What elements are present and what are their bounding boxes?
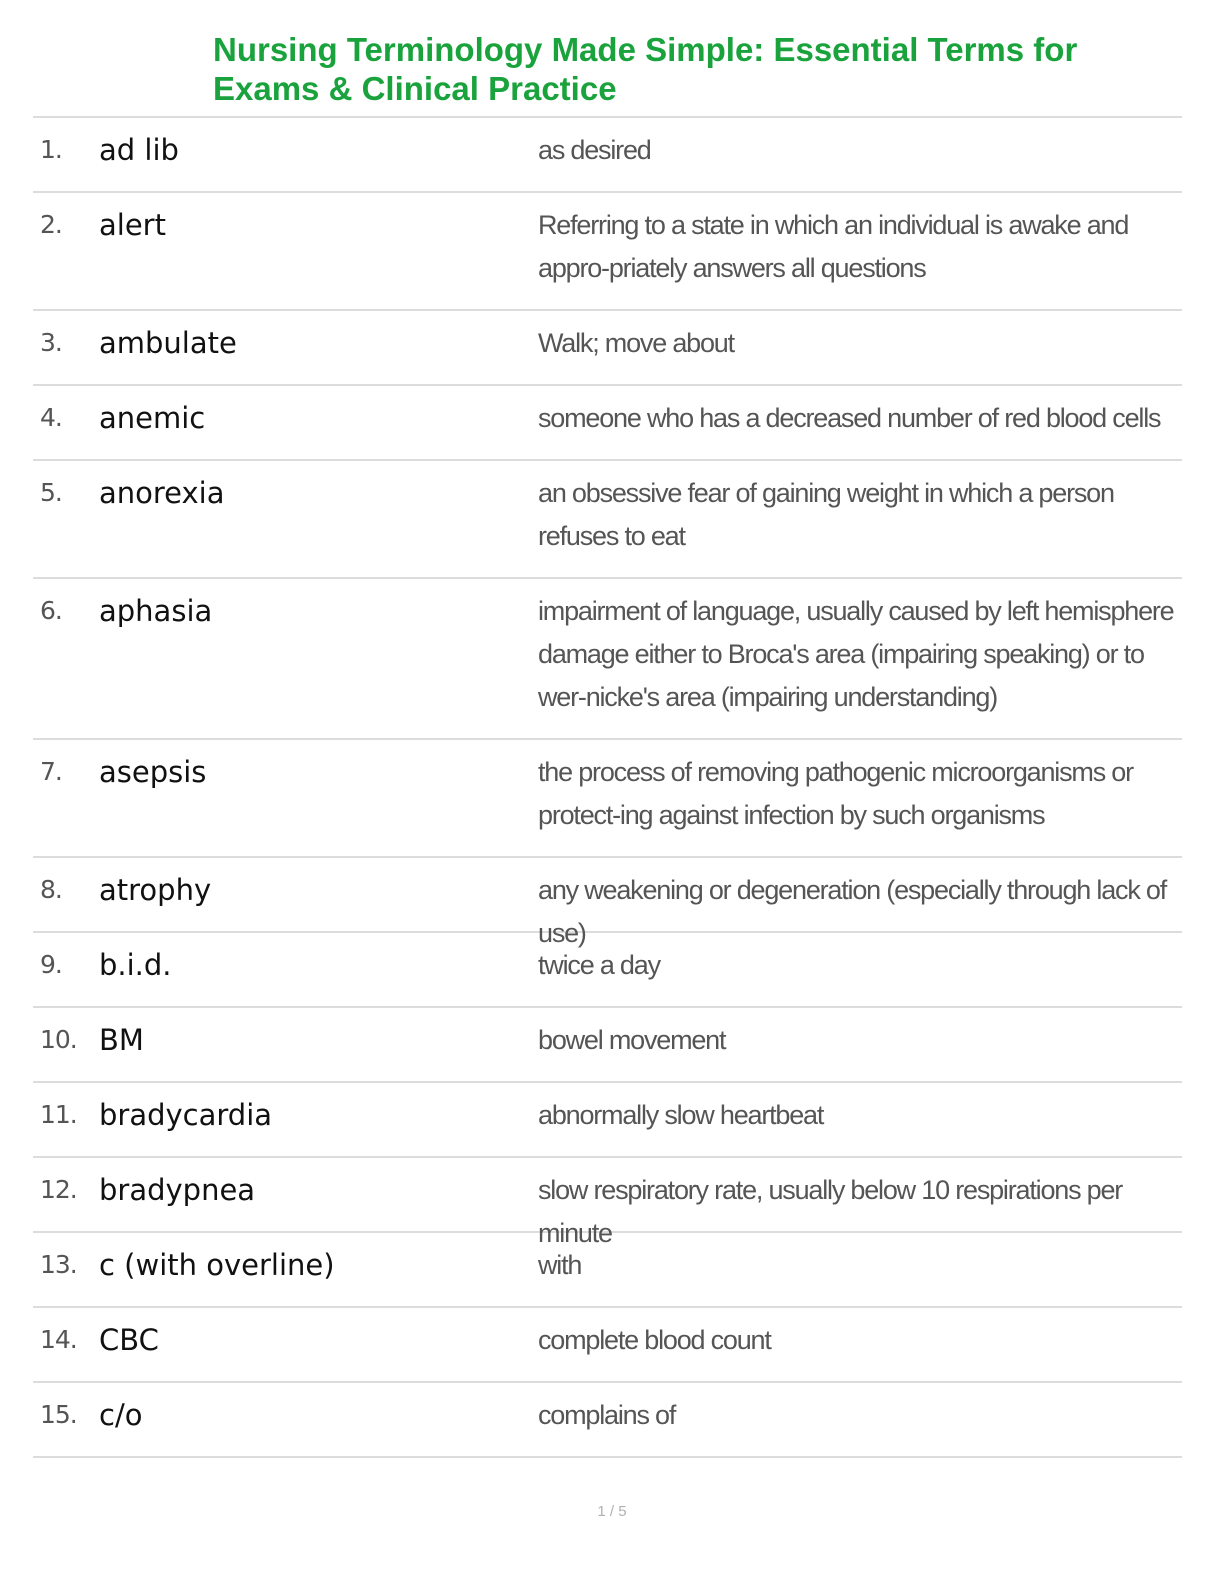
- term-name: atrophy: [99, 873, 212, 907]
- term-definition: bowel movement: [538, 1025, 726, 1055]
- term-definition: Walk; move about: [538, 328, 734, 358]
- term-row: [33, 311, 1182, 386]
- terms-list: [33, 116, 1182, 1458]
- term-row: [33, 461, 1182, 579]
- term-definition: the process of removing pathogenic microorganisms or protect-ing against infection by such organisms: [538, 757, 1133, 830]
- term-number: 12.: [40, 1175, 77, 1204]
- term-name: anorexia: [99, 476, 225, 510]
- term-row: [33, 1233, 1182, 1308]
- term-definition: abnormally slow heartbeat: [538, 1100, 824, 1130]
- term-number: 5.: [40, 478, 62, 507]
- term-number: 13.: [40, 1250, 77, 1279]
- term-number: 4.: [40, 403, 62, 432]
- term-name: anemic: [99, 401, 206, 435]
- term-row: [33, 118, 1182, 193]
- term-row: [33, 858, 1182, 948]
- term-definition: impairment of language, usually caused by left hemisphere damage either to Broca's area (impairing speaking) or to wer-nicke's area (impairing understanding): [538, 596, 1174, 712]
- term-number: 7.: [40, 757, 62, 786]
- term-name: asepsis: [99, 755, 207, 789]
- term-name: BM: [99, 1023, 144, 1057]
- term-definition: any weakening or degeneration (especially through lack of use): [538, 875, 1167, 948]
- term-definition: Referring to a state in which an individual is awake and appro-priately answers all questions: [538, 210, 1129, 283]
- term-row: [33, 1383, 1182, 1458]
- term-row: [33, 1083, 1182, 1158]
- page-number: 1 / 5: [597, 1503, 627, 1520]
- term-row: [33, 579, 1182, 740]
- term-name: bradycardia: [99, 1098, 273, 1132]
- term-name: ambulate: [99, 326, 237, 360]
- term-row: [33, 740, 1182, 858]
- term-number: 14.: [40, 1325, 77, 1354]
- term-row: [33, 193, 1182, 311]
- term-name: aphasia: [99, 594, 213, 628]
- term-definition: twice a day: [538, 950, 660, 980]
- term-name: alert: [99, 208, 166, 242]
- term-definition: complains of: [538, 1400, 676, 1430]
- term-definition: someone who has a decreased number of red blood cells: [538, 403, 1161, 433]
- term-number: 3.: [40, 328, 62, 357]
- term-number: 11.: [40, 1100, 77, 1129]
- term-definition: complete blood count: [538, 1325, 771, 1355]
- term-number: 2.: [40, 210, 62, 239]
- term-name: c (with overline): [99, 1248, 335, 1282]
- term-row: [33, 386, 1182, 461]
- term-definition: with: [538, 1250, 582, 1280]
- term-definition: slow respiratory rate, usually below 10 respirations per minute: [538, 1175, 1123, 1248]
- term-row: [33, 1008, 1182, 1083]
- term-definition: as desired: [538, 135, 651, 165]
- term-number: 10.: [40, 1025, 77, 1054]
- term-number: 8.: [40, 875, 62, 904]
- term-name: b.i.d.: [99, 948, 172, 982]
- term-number: 9.: [40, 950, 62, 979]
- term-number: 1.: [40, 135, 62, 164]
- page-title: Nursing Terminology Made Simple: Essential Terms for Exams & Clinical Practice: [213, 31, 1078, 107]
- term-number: 6.: [40, 596, 62, 625]
- term-number: 15.: [40, 1400, 77, 1429]
- term-name: CBC: [99, 1323, 159, 1357]
- term-name: c/o: [99, 1398, 143, 1432]
- term-name: ad lib: [99, 133, 179, 167]
- term-row: [33, 1158, 1182, 1248]
- term-row: [33, 933, 1182, 1008]
- term-name: bradypnea: [99, 1173, 256, 1207]
- term-definition: an obsessive fear of gaining weight in which a person refuses to eat: [538, 478, 1114, 551]
- term-row: [33, 1308, 1182, 1383]
